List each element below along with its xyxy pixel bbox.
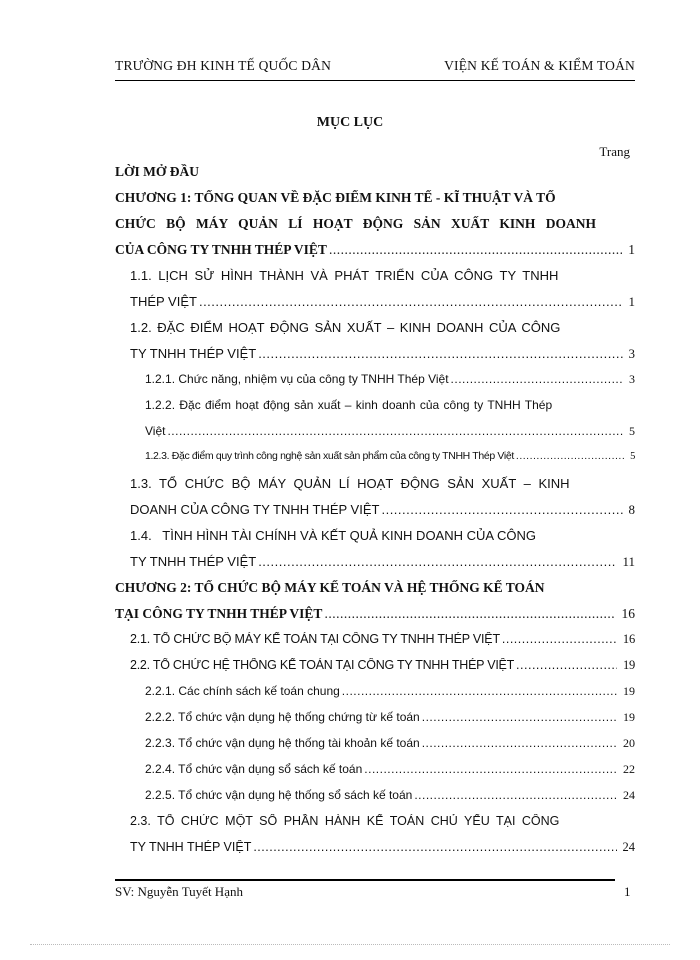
toc-page-number: 5	[630, 451, 635, 462]
leader-dots	[253, 840, 616, 854]
toc-entry-text: 1.1. LỊCH SỬ HÌNH THÀNH VÀ PHÁT TRIỂN CỦA CÔNG TY TNHH	[130, 268, 559, 283]
toc-entry-text: CHỨC BỘ MÁY QUẢN LÍ HOẠT ĐỘNG SẢN XUẤT KINH DOANH	[115, 216, 597, 231]
toc-entry-1-2-line1	[130, 320, 635, 340]
toc-page-number: 19	[623, 684, 635, 698]
toc-entry-2-3-line1	[130, 814, 635, 834]
toc-entry-text: 1.4. TÌNH HÌNH TÀI CHÍNH VÀ KẾT QUẢ KINH DOANH CỦA CÔNG	[130, 528, 536, 543]
toc-entry-2-1	[130, 632, 635, 652]
leader-dots	[364, 762, 617, 776]
page-column-label: Trang	[599, 144, 630, 159]
leader-dots	[516, 658, 617, 672]
toc-page-number: 8	[628, 502, 635, 517]
toc-page-number: 20	[623, 736, 635, 750]
toc-entry-text: 2.2.1. Các chính sách kế toán chung	[145, 684, 340, 698]
toc-entry-text: 2.2.5. Tổ chức vận dụng hệ thống sổ sách kế toán	[145, 788, 413, 802]
leader-dots	[342, 684, 617, 698]
leader-dots	[258, 346, 622, 361]
toc-entry-text: 2.2.3. Tổ chức vận dụng hệ thống tài khoản kế toán	[145, 736, 420, 750]
toc-entry-text: 1.2. ĐẶC ĐIỂM HOẠT ĐỘNG SẢN XUẤT – KINH DOANH CỦA CÔNG	[130, 320, 561, 335]
leader-dots	[381, 502, 622, 517]
header-university: TRƯỜNG ĐH KINH TẾ QUỐC DÂN	[115, 58, 332, 73]
leader-dots	[199, 294, 623, 309]
toc-entry-1-1-line1	[130, 268, 635, 288]
toc-entry-1-3-line1	[130, 476, 635, 496]
toc-page-number: 16	[621, 606, 635, 621]
toc-entry-text: Việt	[145, 424, 166, 438]
toc-entry-1-2-2-line1	[145, 398, 635, 418]
toc-entry-1-3-line2	[130, 502, 635, 522]
leader-dots	[422, 710, 617, 724]
toc-entry-2-2-4	[145, 762, 635, 782]
toc-entry-1-2-2-line2	[145, 424, 635, 444]
toc-entry-chapter1-line1	[115, 190, 635, 210]
header-institute: VIỆN KẾ TOÁN & KIỂM TOÁN	[444, 58, 635, 73]
toc-page-number: 24	[622, 840, 635, 854]
leader-dots	[258, 554, 616, 569]
footer-rule	[115, 879, 615, 881]
toc-entry-2-2-3	[145, 736, 635, 756]
toc-title: MỤC LỤC	[316, 115, 384, 130]
toc-page-number: 11	[622, 554, 635, 569]
toc-entry-text: 1.2.2. Đặc điểm hoạt động sản xuất – kinh doanh của công ty TNHH Thép	[145, 398, 553, 412]
toc-page-number: 22	[623, 762, 635, 776]
toc-entry-1-2-3	[145, 450, 635, 470]
toc-page-number: 3	[629, 372, 635, 386]
toc-entry-1-2-line2	[130, 346, 635, 366]
toc-page-number: 1	[628, 242, 635, 257]
toc-entry-2-2-1	[145, 684, 635, 704]
toc-entry-text: 2.2.2. Tổ chức vận dụng hệ thống chứng từ kế toán	[145, 710, 420, 724]
leader-dots	[329, 242, 622, 258]
toc-entry-2-2-5	[145, 788, 635, 808]
toc-entry-1-4-line1	[130, 528, 635, 548]
toc-entry-text: 2.1. TỔ CHỨC BỘ MÁY KẾ TOÁN TẠI CÔNG TY TNHH THÉP VIỆT	[130, 632, 500, 646]
toc-entry-text: TY TNHH THÉP VIỆT	[130, 840, 252, 854]
leader-dots	[414, 788, 617, 802]
leader-dots	[516, 450, 624, 462]
toc-entry-text: LỜI MỞ ĐẦU	[115, 164, 199, 179]
page-header	[115, 58, 635, 80]
toc-entry-text: TY TNHH THÉP VIỆT	[130, 554, 257, 569]
toc-entry-text: 1.2.3. Đặc điểm quy trình công nghệ sản xuất sản phẩm của công ty TNHH Thép Việt	[145, 450, 514, 462]
page-bottom-border	[30, 944, 670, 945]
toc-entry-text: TẠI CÔNG TY TNHH THÉP VIỆT	[115, 606, 323, 621]
toc-entry-text: TY TNHH THÉP VIỆT	[130, 346, 257, 361]
toc-entry-2-3-line2	[130, 840, 635, 860]
toc-entry-2-2	[130, 658, 635, 678]
toc-entry-text: 1.3. TỔ CHỨC BỘ MÁY QUẢN LÍ HOẠT ĐỘNG SẢN XUẤT – KINH	[130, 476, 570, 491]
toc-entry-text: 2.3. TỔ CHỨC MỘT SỐ PHẦN HÀNH KẾ TOÁN CHỦ YẾU TẠI CÔNG	[130, 814, 560, 828]
toc-page-number: 24	[623, 788, 635, 802]
toc-page-number: 19	[623, 710, 635, 724]
toc-entry-2-2-2	[145, 710, 635, 730]
leader-dots	[422, 736, 617, 750]
leader-dots	[167, 424, 623, 438]
toc-entry-text: 2.2. TỔ CHỨC HỆ THỐNG KẾ TOÁN TẠI CÔNG TY TNHH THÉP VIỆT	[130, 658, 515, 672]
toc-entry-text: 1.2.1. Chức năng, nhiệm vụ của công ty TNHH Thép Việt	[145, 372, 449, 386]
leader-dots	[451, 372, 623, 386]
toc-entry-chapter2-line1	[115, 580, 635, 600]
toc-page-number: 19	[623, 658, 635, 672]
toc-page-number: 1	[628, 294, 635, 309]
toc-entry-text: THÉP VIỆT	[130, 294, 197, 309]
toc-entry-1-2-1	[145, 372, 635, 392]
toc-entry-1-4-line2	[130, 554, 635, 574]
header-rule	[115, 80, 635, 81]
toc-entry-chapter1-line3	[115, 242, 635, 262]
footer-page-number: 1	[624, 884, 631, 899]
leader-dots	[324, 606, 615, 622]
toc-entry-text: CHƯƠNG 2: TỔ CHỨC BỘ MÁY KẾ TOÁN VÀ HỆ THỐNG KẾ TOÁN	[115, 580, 545, 595]
toc-entry-chapter1-line2	[115, 216, 635, 236]
toc-entry-intro	[115, 164, 635, 184]
toc-page-number: 3	[628, 346, 635, 361]
toc-page-number: 16	[622, 632, 635, 646]
toc-entry-chapter2-line2	[115, 606, 635, 626]
toc-entry-text: DOANH CỦA CÔNG TY TNHH THÉP VIỆT	[130, 502, 380, 517]
toc-entry-text: 2.2.4. Tổ chức vận dụng sổ sách kế toán	[145, 762, 363, 776]
toc-page-number: 5	[629, 424, 635, 438]
toc-entry-text: CHƯƠNG 1: TỔNG QUAN VỀ ĐẶC ĐIỂM KINH TẾ - KĨ THUẬT VÀ TỔ	[115, 190, 556, 205]
toc-entry-1-1-line2	[130, 294, 635, 314]
toc-entry-text: CỦA CÔNG TY TNHH THÉP VIỆT	[115, 242, 327, 257]
footer-student-name: SV: Nguyễn Tuyết Hạnh	[115, 884, 243, 899]
leader-dots	[502, 632, 617, 646]
